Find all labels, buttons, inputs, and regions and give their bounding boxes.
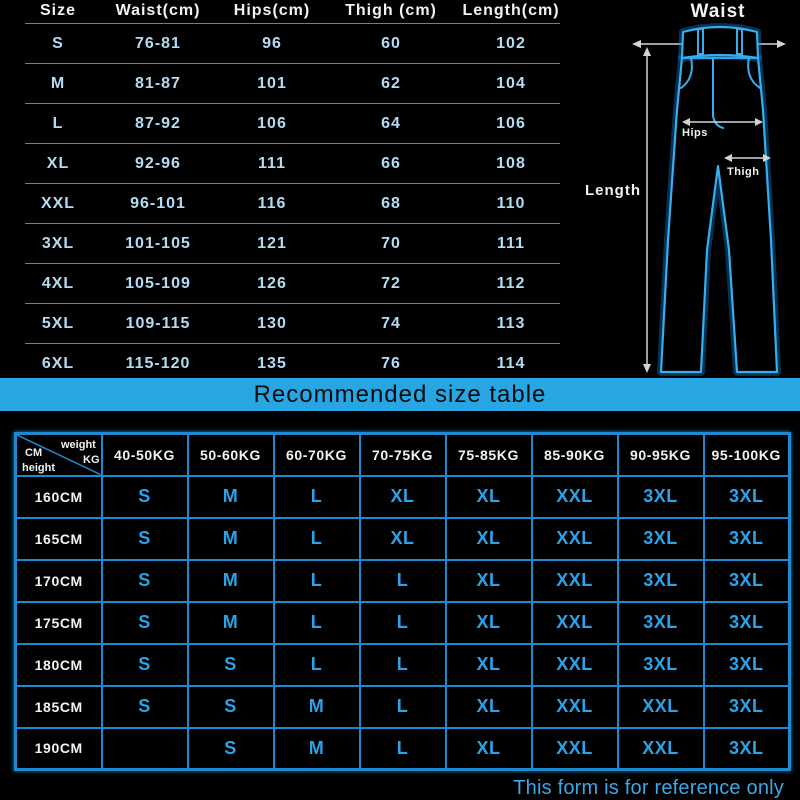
size-cell: S: [102, 602, 188, 644]
weight-header: 90-95KG: [618, 434, 704, 476]
size-cell: S: [102, 644, 188, 686]
cell-size: L: [52, 115, 64, 132]
cell-length: 114: [496, 355, 526, 372]
size-cell: M: [274, 728, 360, 770]
size-cell: M: [188, 602, 274, 644]
cell-waist: 76-81: [135, 35, 181, 52]
size-cell: XL: [360, 518, 446, 560]
height-row: [16, 518, 790, 560]
size-cell: XXL: [532, 644, 618, 686]
weight-header: 75-85KG: [446, 434, 532, 476]
size-cell: XXL: [618, 686, 704, 728]
cell-waist: 115-120: [125, 355, 191, 372]
size-cell: L: [274, 602, 360, 644]
cell-size: XXL: [40, 195, 76, 212]
cell-hips: 96: [262, 35, 282, 52]
cell-length: 113: [496, 315, 526, 332]
size-cell: XXL: [532, 560, 618, 602]
size-cell: L: [360, 644, 446, 686]
size-cell: L: [274, 518, 360, 560]
size-cell: XXL: [532, 728, 618, 770]
weight-header: 95-100KG: [704, 434, 790, 476]
size-cell: 3XL: [618, 560, 704, 602]
pants-legs: [661, 58, 777, 372]
height-row: [16, 686, 790, 728]
cell-length: 102: [496, 35, 526, 52]
cell-thigh: 64: [381, 115, 401, 132]
cell-waist: 105-109: [125, 275, 191, 292]
size-row: [0, 104, 570, 144]
weight-header-row: [16, 434, 790, 476]
size-cell: XL: [446, 728, 532, 770]
size-row: [0, 184, 570, 224]
cell-thigh: 60: [381, 35, 401, 52]
size-cell: 3XL: [704, 602, 790, 644]
cell-hips: 121: [257, 235, 287, 252]
size-row: [0, 264, 570, 304]
cell-hips: 111: [258, 155, 286, 172]
cell-size: 3XL: [41, 235, 75, 252]
corner-kg-label: KG: [83, 454, 100, 466]
size-cell: L: [360, 560, 446, 602]
size-cell: XL: [446, 686, 532, 728]
thigh-label: Thigh: [727, 166, 760, 178]
size-cell: XL: [446, 602, 532, 644]
height-row: [16, 728, 790, 770]
size-cell: XXL: [532, 518, 618, 560]
height-label: 165CM: [16, 518, 102, 560]
size-cell: 3XL: [704, 686, 790, 728]
recommended-table-body: [16, 434, 790, 770]
column-header-length: Length(cm): [462, 2, 560, 19]
cell-length: 108: [496, 155, 526, 172]
size-measurement-table: [0, 0, 570, 378]
size-table-header: [0, 0, 570, 24]
size-row: [0, 24, 570, 64]
size-cell: S: [102, 476, 188, 518]
cell-hips: 101: [257, 75, 287, 92]
waist-label: Waist: [690, 1, 746, 22]
size-cell: 3XL: [618, 602, 704, 644]
cell-waist: 87-92: [135, 115, 181, 132]
size-row: [0, 64, 570, 104]
size-cell: S: [188, 686, 274, 728]
size-cell: [102, 728, 188, 770]
size-row: [0, 144, 570, 184]
length-label: Length: [585, 182, 641, 199]
reference-note: This form is for reference only: [513, 777, 784, 799]
size-cell: L: [360, 686, 446, 728]
cell-length: 110: [496, 195, 526, 212]
cell-size: M: [50, 75, 66, 92]
size-cell: XXL: [618, 728, 704, 770]
size-cell: L: [274, 644, 360, 686]
size-cell: S: [102, 686, 188, 728]
cell-hips: 126: [257, 275, 287, 292]
height-label: 160CM: [16, 476, 102, 518]
column-header-hips: Hips(cm): [233, 2, 311, 19]
size-cell: S: [102, 560, 188, 602]
cell-size: 6XL: [41, 355, 75, 372]
size-cell: L: [274, 560, 360, 602]
height-label: 180CM: [16, 644, 102, 686]
hips-label: Hips: [682, 127, 708, 139]
weight-header: 85-90KG: [532, 434, 618, 476]
size-cell: S: [188, 644, 274, 686]
weight-header: 40-50KG: [102, 434, 188, 476]
cell-thigh: 66: [381, 155, 401, 172]
size-cell: XL: [446, 518, 532, 560]
size-cell: XXL: [532, 476, 618, 518]
corner-weight-label: weight: [61, 439, 96, 451]
size-cell: L: [360, 728, 446, 770]
size-cell: 3XL: [704, 476, 790, 518]
height-row: [16, 560, 790, 602]
size-row: [0, 224, 570, 264]
size-cell: XXL: [532, 602, 618, 644]
pants-outline: [661, 27, 777, 372]
size-cell: 3XL: [618, 518, 704, 560]
size-cell: 3XL: [704, 560, 790, 602]
size-cell: L: [274, 476, 360, 518]
height-row: [16, 602, 790, 644]
height-label: 185CM: [16, 686, 102, 728]
size-cell: M: [188, 560, 274, 602]
size-cell: XL: [360, 476, 446, 518]
column-header-waist: Waist(cm): [115, 2, 201, 19]
size-cell: XL: [446, 476, 532, 518]
height-row: [16, 644, 790, 686]
cell-hips: 106: [257, 115, 287, 132]
height-label: 175CM: [16, 602, 102, 644]
weight-header: 50-60KG: [188, 434, 274, 476]
column-header-thigh: Thigh (cm): [345, 2, 437, 19]
cell-hips: 116: [257, 195, 287, 212]
cell-hips: 130: [257, 315, 287, 332]
size-cell: 3XL: [618, 644, 704, 686]
size-cell: S: [188, 728, 274, 770]
column-header-size: Size: [39, 2, 76, 19]
size-cell: 3XL: [704, 644, 790, 686]
cell-waist: 81-87: [135, 75, 181, 92]
height-label: 190CM: [16, 728, 102, 770]
pants-waistband: [682, 27, 758, 58]
cell-waist: 101-105: [125, 235, 191, 252]
size-cell: L: [360, 602, 446, 644]
cell-size: 5XL: [41, 315, 75, 332]
size-cell: XL: [446, 560, 532, 602]
size-cell: XL: [446, 644, 532, 686]
cell-size: S: [52, 35, 64, 52]
weight-header: 70-75KG: [360, 434, 446, 476]
cell-thigh: 72: [381, 275, 401, 292]
cell-waist: 109-115: [125, 315, 191, 332]
corner-cell: [16, 434, 102, 476]
cell-thigh: 74: [381, 315, 401, 332]
size-cell: S: [102, 518, 188, 560]
size-cell: M: [188, 476, 274, 518]
size-cell: 3XL: [704, 728, 790, 770]
recommended-size-banner: Recommended size table: [0, 378, 800, 411]
height-row: [16, 476, 790, 518]
cell-length: 112: [496, 275, 526, 292]
weight-header: 60-70KG: [274, 434, 360, 476]
cell-hips: 135: [257, 355, 287, 372]
cell-thigh: 68: [381, 195, 401, 212]
size-cell: XXL: [532, 686, 618, 728]
height-label: 170CM: [16, 560, 102, 602]
cell-waist: 92-96: [135, 155, 181, 172]
size-cell: 3XL: [704, 518, 790, 560]
cell-size: 4XL: [41, 275, 75, 292]
cell-waist: 96-101: [130, 195, 186, 212]
corner-cm-label: CM: [25, 447, 43, 459]
size-cell: M: [274, 686, 360, 728]
size-cell: 3XL: [618, 476, 704, 518]
recommended-size-table: [14, 432, 791, 771]
cell-thigh: 62: [381, 75, 401, 92]
cell-length: 111: [497, 235, 525, 252]
cell-length: 104: [496, 75, 526, 92]
size-row: [0, 304, 570, 344]
length-arrow: [643, 47, 651, 373]
cell-thigh: 70: [381, 235, 401, 252]
corner-height-label: height: [22, 462, 55, 474]
cell-length: 106: [496, 115, 526, 132]
size-cell: M: [188, 518, 274, 560]
cell-size: XL: [46, 155, 70, 172]
cell-thigh: 76: [381, 355, 401, 372]
